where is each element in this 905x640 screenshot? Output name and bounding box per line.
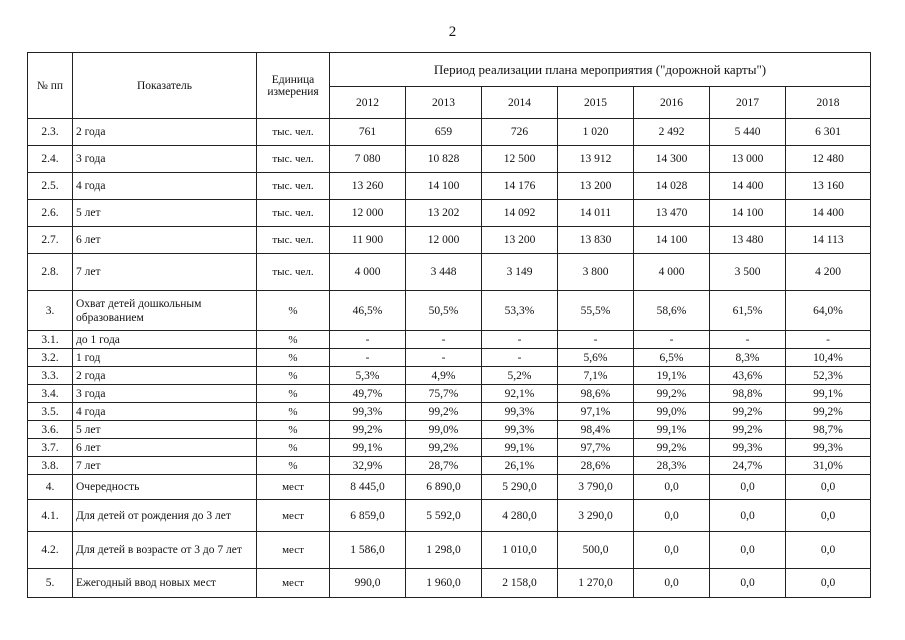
row-value: 5,2% — [482, 367, 558, 385]
table-row — [28, 403, 871, 421]
row-label: Очередность — [73, 475, 257, 500]
row-value: 26,1% — [482, 457, 558, 475]
row-unit: % — [257, 349, 330, 367]
row-value: 10 828 — [406, 146, 482, 173]
header-year: 2013 — [406, 87, 482, 119]
row-value: 4 200 — [786, 254, 871, 291]
row-value: 14 028 — [634, 173, 710, 200]
row-label: 3 года — [73, 146, 257, 173]
row-value: 49,7% — [330, 385, 406, 403]
row-unit: тыс. чел. — [257, 146, 330, 173]
row-value: 8 445,0 — [330, 475, 406, 500]
row-value: 14 011 — [558, 200, 634, 227]
row-value: 99,1% — [634, 421, 710, 439]
table-row — [28, 349, 871, 367]
header-num: № пп — [28, 53, 73, 119]
row-value: 1 020 — [558, 119, 634, 146]
header-year: 2017 — [710, 87, 786, 119]
row-value: 99,3% — [786, 439, 871, 457]
row-value: 13 912 — [558, 146, 634, 173]
row-value: 14 100 — [634, 227, 710, 254]
row-value: 1 298,0 — [406, 532, 482, 569]
row-number: 2.5. — [28, 173, 73, 200]
row-unit: % — [257, 403, 330, 421]
row-value: 12 500 — [482, 146, 558, 173]
row-value: 3 149 — [482, 254, 558, 291]
row-value: 13 200 — [482, 227, 558, 254]
row-value: 1 270,0 — [558, 569, 634, 598]
row-unit: % — [257, 439, 330, 457]
table-row — [28, 200, 871, 227]
row-value: 99,2% — [634, 439, 710, 457]
table-row — [28, 439, 871, 457]
row-value: 13 830 — [558, 227, 634, 254]
row-number: 3.7. — [28, 439, 73, 457]
table-row — [28, 331, 871, 349]
row-value: 0,0 — [786, 532, 871, 569]
row-value: 4 280,0 — [482, 500, 558, 532]
row-unit: тыс. чел. — [257, 119, 330, 146]
row-value: 12 480 — [786, 146, 871, 173]
row-value: 99,2% — [406, 439, 482, 457]
row-unit: тыс. чел. — [257, 200, 330, 227]
row-value: 92,1% — [482, 385, 558, 403]
table-row — [28, 421, 871, 439]
row-label: 1 год — [73, 349, 257, 367]
row-value: 28,3% — [634, 457, 710, 475]
row-value: 64,0% — [786, 291, 871, 331]
row-value: - — [558, 331, 634, 349]
row-value: 14 100 — [710, 200, 786, 227]
row-value: 46,5% — [330, 291, 406, 331]
row-unit: % — [257, 367, 330, 385]
row-value: 19,1% — [634, 367, 710, 385]
row-value: - — [406, 331, 482, 349]
row-value: 990,0 — [330, 569, 406, 598]
row-label: 2 года — [73, 119, 257, 146]
row-value: 12 000 — [330, 200, 406, 227]
header-year: 2016 — [634, 87, 710, 119]
row-unit: тыс. чел. — [257, 227, 330, 254]
row-value: 99,0% — [634, 403, 710, 421]
row-number: 2.3. — [28, 119, 73, 146]
row-label: Ежегодный ввод новых мест — [73, 569, 257, 598]
header-row — [28, 53, 871, 87]
row-value: 3 790,0 — [558, 475, 634, 500]
row-number: 2.7. — [28, 227, 73, 254]
row-value: 13 480 — [710, 227, 786, 254]
row-label: 5 лет — [73, 421, 257, 439]
row-value: 99,3% — [482, 421, 558, 439]
row-unit: тыс. чел. — [257, 254, 330, 291]
row-value: 14 300 — [634, 146, 710, 173]
row-value: 5,3% — [330, 367, 406, 385]
row-value: - — [482, 331, 558, 349]
row-value: 98,4% — [558, 421, 634, 439]
row-value: 5,6% — [558, 349, 634, 367]
row-unit: мест — [257, 532, 330, 569]
row-value: 3 448 — [406, 254, 482, 291]
row-value: 6,5% — [634, 349, 710, 367]
row-value: 0,0 — [710, 500, 786, 532]
table-row — [28, 532, 871, 569]
row-unit: тыс. чел. — [257, 173, 330, 200]
row-unit: % — [257, 331, 330, 349]
row-value: 97,1% — [558, 403, 634, 421]
table-row — [28, 475, 871, 500]
row-value: 99,2% — [786, 403, 871, 421]
row-value: 28,7% — [406, 457, 482, 475]
row-value: 99,2% — [710, 421, 786, 439]
row-value: 32,9% — [330, 457, 406, 475]
row-value: 52,3% — [786, 367, 871, 385]
row-value: 11 900 — [330, 227, 406, 254]
table-row — [28, 254, 871, 291]
row-value: 99,0% — [406, 421, 482, 439]
row-value: - — [406, 349, 482, 367]
row-value: 58,6% — [634, 291, 710, 331]
row-number: 3.5. — [28, 403, 73, 421]
header-year: 2018 — [786, 87, 871, 119]
row-unit: % — [257, 385, 330, 403]
row-value: 99,2% — [330, 421, 406, 439]
header-year: 2012 — [330, 87, 406, 119]
row-number: 3.1. — [28, 331, 73, 349]
row-unit: мест — [257, 500, 330, 532]
row-value: 2 158,0 — [482, 569, 558, 598]
row-value: 1 586,0 — [330, 532, 406, 569]
row-unit: мест — [257, 475, 330, 500]
row-number: 2.6. — [28, 200, 73, 227]
row-number: 3.2. — [28, 349, 73, 367]
row-value: - — [634, 331, 710, 349]
row-value: 31,0% — [786, 457, 871, 475]
row-value: 99,3% — [330, 403, 406, 421]
row-value: 13 260 — [330, 173, 406, 200]
roadmap-table — [27, 52, 871, 598]
row-label: 6 лет — [73, 227, 257, 254]
row-value: 7,1% — [558, 367, 634, 385]
row-number: 2.8. — [28, 254, 73, 291]
table-row — [28, 569, 871, 598]
row-value: - — [330, 331, 406, 349]
row-label: 6 лет — [73, 439, 257, 457]
row-value: 3 800 — [558, 254, 634, 291]
row-value: 6 890,0 — [406, 475, 482, 500]
row-number: 3.8. — [28, 457, 73, 475]
row-value: 99,2% — [634, 385, 710, 403]
row-label: 5 лет — [73, 200, 257, 227]
row-value: 726 — [482, 119, 558, 146]
row-unit: мест — [257, 569, 330, 598]
row-value: 4 000 — [330, 254, 406, 291]
row-number: 5. — [28, 569, 73, 598]
row-value: 5 290,0 — [482, 475, 558, 500]
row-value: 13 202 — [406, 200, 482, 227]
header-period: Период реализации плана мероприятия ("дорожной карты") — [330, 53, 871, 87]
row-number: 3.3. — [28, 367, 73, 385]
row-value: 3 500 — [710, 254, 786, 291]
row-label: 7 лет — [73, 457, 257, 475]
row-value: 28,6% — [558, 457, 634, 475]
row-value: - — [482, 349, 558, 367]
row-value: 10,4% — [786, 349, 871, 367]
row-value: 99,3% — [482, 403, 558, 421]
row-value: 0,0 — [634, 500, 710, 532]
row-value: - — [786, 331, 871, 349]
row-value: 14 092 — [482, 200, 558, 227]
row-value: 761 — [330, 119, 406, 146]
header-year: 2015 — [558, 87, 634, 119]
row-value: 61,5% — [710, 291, 786, 331]
row-number: 2.4. — [28, 146, 73, 173]
row-value: 0,0 — [634, 475, 710, 500]
row-value: 0,0 — [710, 532, 786, 569]
row-number: 4.2. — [28, 532, 73, 569]
row-value: 7 080 — [330, 146, 406, 173]
row-value: 50,5% — [406, 291, 482, 331]
row-value: 55,5% — [558, 291, 634, 331]
row-label: 4 года — [73, 403, 257, 421]
row-value: 5 592,0 — [406, 500, 482, 532]
row-value: 0,0 — [710, 569, 786, 598]
table-row — [28, 227, 871, 254]
row-value: 99,1% — [330, 439, 406, 457]
row-value: 0,0 — [710, 475, 786, 500]
row-unit: % — [257, 421, 330, 439]
row-value: 14 113 — [786, 227, 871, 254]
row-number: 3.4. — [28, 385, 73, 403]
table-row — [28, 500, 871, 532]
row-value: 14 400 — [786, 200, 871, 227]
row-value: 0,0 — [786, 475, 871, 500]
row-label: 4 года — [73, 173, 257, 200]
row-value: 659 — [406, 119, 482, 146]
row-value: 99,1% — [482, 439, 558, 457]
table-row — [28, 457, 871, 475]
row-value: 99,1% — [786, 385, 871, 403]
table-row — [28, 385, 871, 403]
row-label: Охват детей дошкольным образованием — [73, 291, 257, 331]
row-value: 12 000 — [406, 227, 482, 254]
row-label: Для детей от рождения до 3 лет — [73, 500, 257, 532]
page-number: 2 — [448, 24, 457, 40]
row-value: 99,2% — [406, 403, 482, 421]
row-value: 98,7% — [786, 421, 871, 439]
row-number: 4. — [28, 475, 73, 500]
row-value: 97,7% — [558, 439, 634, 457]
row-value: 24,7% — [710, 457, 786, 475]
row-value: 98,6% — [558, 385, 634, 403]
header-indicator: Показатель — [73, 53, 257, 119]
row-value: 4,9% — [406, 367, 482, 385]
row-unit: % — [257, 291, 330, 331]
row-label: 2 года — [73, 367, 257, 385]
row-label: до 1 года — [73, 331, 257, 349]
row-label: 7 лет — [73, 254, 257, 291]
row-value: 8,3% — [710, 349, 786, 367]
row-value: 5 440 — [710, 119, 786, 146]
row-value: - — [710, 331, 786, 349]
row-label: Для детей в возрасте от 3 до 7 лет — [73, 532, 257, 569]
row-value: 0,0 — [634, 532, 710, 569]
row-value: 0,0 — [786, 569, 871, 598]
row-value: 75,7% — [406, 385, 482, 403]
row-number: 4.1. — [28, 500, 73, 532]
row-number: 3.6. — [28, 421, 73, 439]
row-value: 14 100 — [406, 173, 482, 200]
table-row — [28, 291, 871, 331]
row-value: 1 960,0 — [406, 569, 482, 598]
row-value: 43,6% — [710, 367, 786, 385]
row-value: 6 859,0 — [330, 500, 406, 532]
row-value: 500,0 — [558, 532, 634, 569]
row-value: 53,3% — [482, 291, 558, 331]
row-number: 3. — [28, 291, 73, 331]
row-value: 13 200 — [558, 173, 634, 200]
row-value: 98,8% — [710, 385, 786, 403]
row-value: 4 000 — [634, 254, 710, 291]
row-value: 13 470 — [634, 200, 710, 227]
row-unit: % — [257, 457, 330, 475]
row-value: 13 160 — [786, 173, 871, 200]
row-value: 1 010,0 — [482, 532, 558, 569]
table-row — [28, 146, 871, 173]
row-value: - — [330, 349, 406, 367]
table-row — [28, 173, 871, 200]
header-year: 2014 — [482, 87, 558, 119]
row-value: 14 176 — [482, 173, 558, 200]
row-value: 14 400 — [710, 173, 786, 200]
row-value: 2 492 — [634, 119, 710, 146]
header-unit: Единица измерения — [257, 53, 330, 119]
row-value: 13 000 — [710, 146, 786, 173]
row-label: 3 года — [73, 385, 257, 403]
row-value: 6 301 — [786, 119, 871, 146]
table-row — [28, 367, 871, 385]
row-value: 99,3% — [710, 439, 786, 457]
row-value: 0,0 — [634, 569, 710, 598]
row-value: 99,2% — [710, 403, 786, 421]
row-value: 3 290,0 — [558, 500, 634, 532]
table-row — [28, 119, 871, 146]
row-value: 0,0 — [786, 500, 871, 532]
